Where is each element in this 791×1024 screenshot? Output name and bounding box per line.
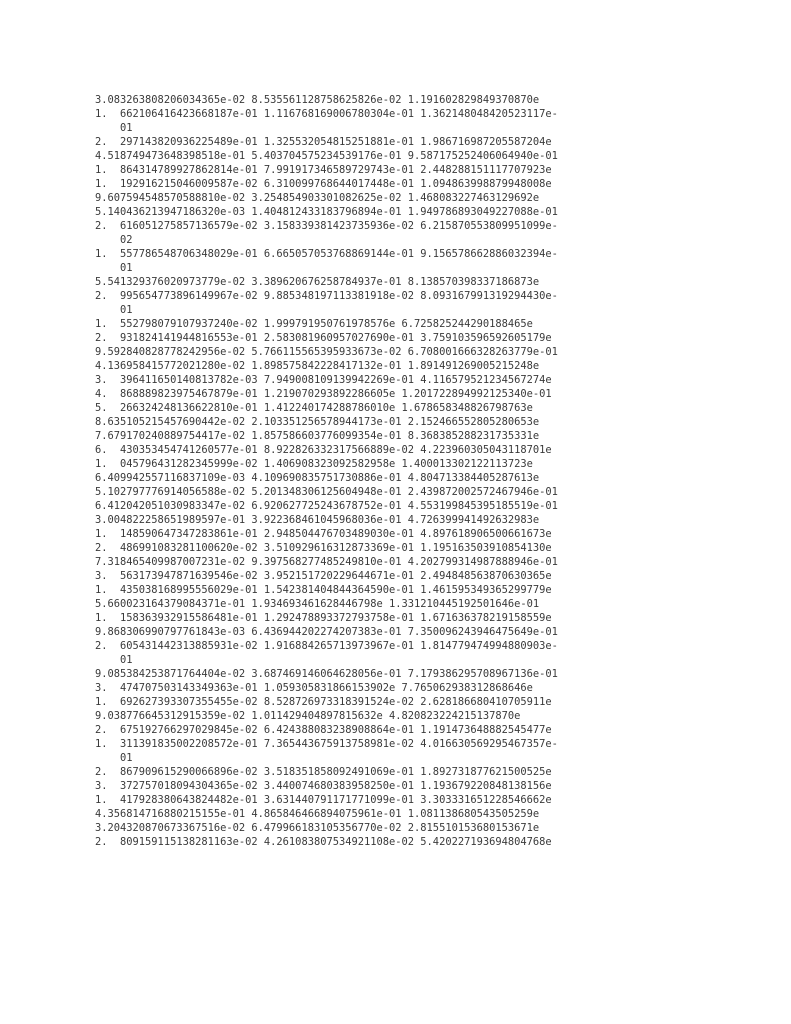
text-line: 2. 486991083281100620e-02 3.510929616312873369e-01 1.195163503910854130e bbox=[95, 542, 552, 554]
text-line: 1. 311391835002208572e-01 7.365443675913758981e-02 4.016630569295467357e- bbox=[95, 738, 558, 750]
text-line: 4.136958415772021280e-02 1.898575842228417132e-01 1.891491269005215248e bbox=[95, 360, 540, 372]
text-line: 1. 557786548706348029e-01 6.665057053768869144e-01 9.156578662886032394e- bbox=[95, 248, 558, 260]
text-line: 7.679170240889754417e-02 1.857586603776099354e-01 8.368385288231735331e bbox=[95, 430, 540, 442]
text-line: 5.541329376020973779e-02 3.389620676258784937e-01 8.138570398337186873e bbox=[95, 276, 540, 288]
text-line: 5.660023164379084371e-01 1.934693461628446798e 1.331210445192501646e-01 bbox=[95, 598, 540, 610]
text-line: 01 bbox=[95, 654, 133, 666]
text-line: 2. 675192766297029845e-02 6.424388083238908864e-01 1.191473648882545477e bbox=[95, 724, 552, 736]
text-line: 7.318465409987007231e-02 9.397568277485249810e-01 4.202799314987888946e-01 bbox=[95, 556, 558, 568]
text-line: 3.004822258651989597e-01 3.922368461045968036e-01 4.726399941492632983e bbox=[95, 514, 540, 526]
text-line: 9.868306990797761843e-03 6.436944202274207383e-01 7.350096243946475649e-01 bbox=[95, 626, 558, 638]
text-line: 02 bbox=[95, 234, 133, 246]
text-line: 3. 563173947871639546e-02 3.952151720229644671e-01 2.494848563870630365e bbox=[95, 570, 552, 582]
text-line: 6.409942557116837109e-03 4.109690835751730886e-01 4.804713384405287613e bbox=[95, 472, 540, 484]
text-line: 1. 552798079107937240e-02 1.999791950761978576e 6.725825244290188465e bbox=[95, 318, 533, 330]
text-block bbox=[95, 93, 775, 849]
text-line: 5. 266324248136622810e-01 1.412240174288786010e 1.678658348826798763e bbox=[95, 402, 533, 414]
text-line: 01 bbox=[95, 304, 133, 316]
text-line: 01 bbox=[95, 752, 133, 764]
text-line: 6. 430353454741260577e-01 8.922826332317566889e-02 4.223960305043118701e bbox=[95, 444, 552, 456]
text-line: 2. 809159115138281163e-02 4.261083807534921108e-02 5.420227193694804768e bbox=[95, 836, 552, 848]
text-line: 2. 297143820936225489e-01 1.325532054815251881e-01 1.986716987205587204e bbox=[95, 136, 552, 148]
text-line: 3. 372757018094304365e-02 3.440074680383958250e-01 1.193679220848138156e bbox=[95, 780, 552, 792]
text-line: 2. 931824141944816553e-01 2.583081960957027690e-01 3.759103596592605179e bbox=[95, 332, 552, 344]
text-line: 2. 995654773896149967e-02 9.885348197113381918e-02 8.093167991319294430e- bbox=[95, 290, 558, 302]
text-line: 3. 474707503143349363e-01 1.059305831866153902e 7.765062938312868646e bbox=[95, 682, 533, 694]
text-line: 1. 148590647347283861e-01 2.948504476703489030e-01 4.897618906500661673e bbox=[95, 528, 552, 540]
text-line: 01 bbox=[95, 262, 133, 274]
text-line: 4.518749473648398518e-01 5.403704575234539176e-01 9.587175252406064940e-01 bbox=[95, 150, 558, 162]
text-line: 1. 417928380643824482e-01 3.631440791171771099e-01 3.303331651228546662e bbox=[95, 794, 552, 806]
text-line: 1. 045796431282345999e-02 1.406908323092582958e 1.400013302122113723e bbox=[95, 458, 533, 470]
text-line: 1. 192916215046009587e-02 6.310099768644017448e-01 1.094863998879948008e bbox=[95, 178, 552, 190]
text-line: 4. 868889823975467879e-01 1.219070293892286605e 1.201722894992125340e-01 bbox=[95, 388, 552, 400]
text-line: 9.038776645312915359e-02 1.011429404897815632e 4.820823224215137870e bbox=[95, 710, 521, 722]
text-line: 5.140436213947186320e-03 1.404812433183796894e-01 1.949786893049227088e-01 bbox=[95, 206, 558, 218]
text-line: 4.356814716880215155e-01 4.865846466894075961e-01 1.081138680543505259e bbox=[95, 808, 540, 820]
text-line: 9.085384253871764404e-02 3.687469146064628056e-01 7.179386295708967136e-01 bbox=[95, 668, 558, 680]
text-line: 3. 396411650140813782e-03 7.949008109139942269e-01 4.116579521234567274e bbox=[95, 374, 552, 386]
text-line: 01 bbox=[95, 122, 133, 134]
text-line: 2. 605431442313885931e-02 1.916884265713973967e-01 1.814779474994880903e- bbox=[95, 640, 558, 652]
text-line: 1. 692627393307355455e-02 8.528726973318391524e-02 2.628186680410705911e bbox=[95, 696, 552, 708]
text-line: 1. 662106416423668187e-01 1.116768169006780304e-01 1.362148048420523117e- bbox=[95, 108, 558, 120]
text-line: 9.592840828778242956e-02 5.766115565395933673e-02 6.708001666328263779e-01 bbox=[95, 346, 558, 358]
text-line: 8.635105215457690442e-02 2.103351256578944173e-01 2.152466552805280653e bbox=[95, 416, 540, 428]
text-line: 3.083263808206034365e-02 8.535561128758625826e-02 1.191602829849370870e bbox=[95, 94, 540, 106]
text-line: 5.102797776914056588e-02 5.201348306125604948e-01 2.439872002572467946e-01 bbox=[95, 486, 558, 498]
text-line: 2. 616051275857136579e-02 3.158339381423735936e-02 6.215870553809951099e- bbox=[95, 220, 558, 232]
text-line: 1. 435038168995556029e-01 1.542381404844364590e-01 1.461595349365299779e bbox=[95, 584, 552, 596]
text-line: 3.204320870673367516e-02 6.479966183105356770e-02 2.815510153680153671e bbox=[95, 822, 540, 834]
text-line: 1. 864314789927862814e-01 7.991917346589729743e-01 2.448288151117707923e bbox=[95, 164, 552, 176]
text-line: 6.412042051030983347e-02 6.920627725243678752e-01 4.553199845395185519e-01 bbox=[95, 500, 558, 512]
text-line: 1. 158363932915586481e-01 1.292478893372793758e-01 1.671636378219158559e bbox=[95, 612, 552, 624]
text-line: 2. 867909615290066896e-02 3.518351858092491069e-01 1.892731877621500525e bbox=[95, 766, 552, 778]
text-line: 9.607594548570588810e-02 3.254854903301082625e-02 1.468083227463129692e bbox=[95, 192, 540, 204]
